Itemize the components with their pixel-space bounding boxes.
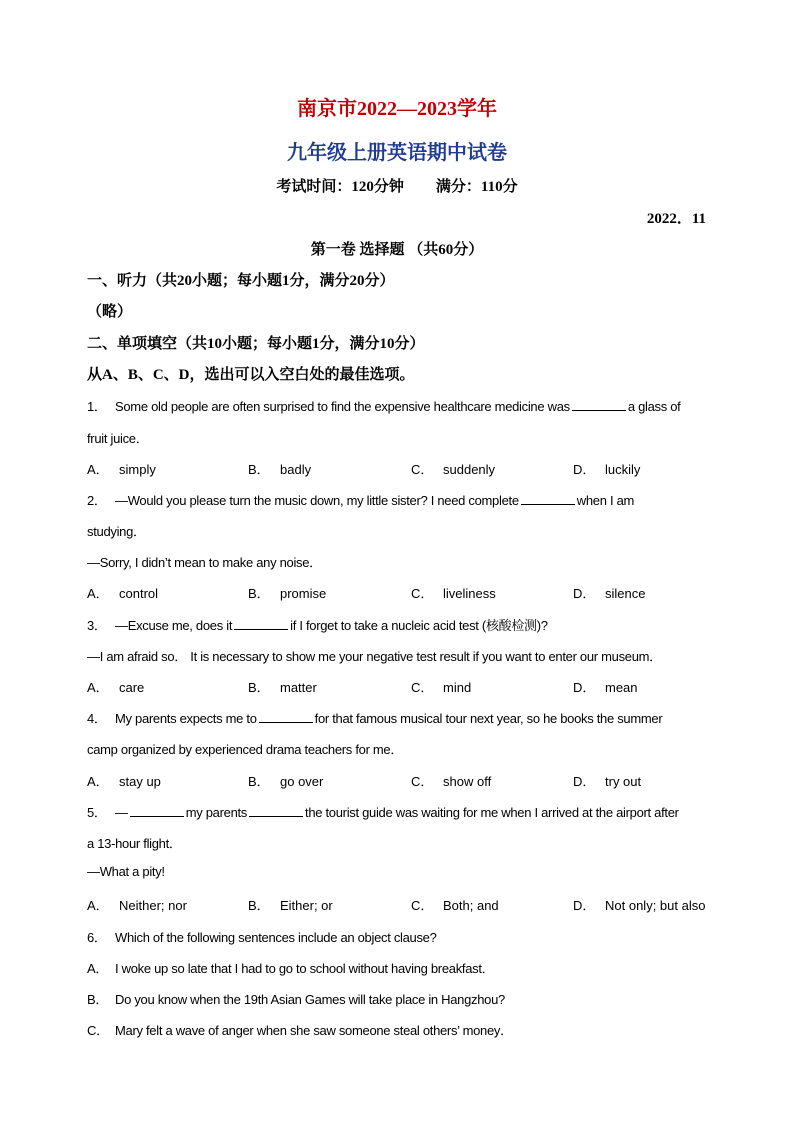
- answer-blank: [249, 805, 303, 817]
- single-choice-section-title: 二、单项填空（共10小题；每小题1分，满分10分）: [87, 336, 425, 352]
- question-5-reply: —What a pity!: [87, 864, 165, 879]
- option-a: A． stay up: [87, 774, 161, 789]
- option-c: C． mind: [411, 680, 472, 695]
- answer-blank: [572, 399, 626, 411]
- question-6-choice-a: A． I woke up so late that I had to go to school without having breakfast．: [87, 961, 495, 976]
- option-d: D． try out: [573, 774, 642, 789]
- question-number: 1．: [87, 399, 107, 414]
- option-a: A． control: [87, 586, 159, 601]
- exam-time: 考试时间：120分钟: [276, 179, 404, 195]
- volume-title: 第一卷 选择题 （共60分）: [310, 242, 484, 258]
- answer-blank: [259, 711, 313, 723]
- option-a: A． simply: [87, 462, 156, 477]
- question-1: 1． Some old people are often surprised to find the expensive healthcare medicine was a glass of: [87, 396, 706, 415]
- option-d: D． silence: [573, 586, 646, 601]
- answer-blank: [234, 618, 288, 630]
- exam-title-line2: 九年级上册英语期中试卷: [287, 142, 507, 164]
- option-c: C． liveliness: [411, 586, 496, 601]
- option-a: A． care: [87, 680, 145, 695]
- question-3: 3． —Excuse me, does it if I forget to take a nucleic acid test (核酸检测)?: [87, 615, 706, 634]
- question-1-options: [87, 459, 727, 477]
- question-4-continued: camp organized by experienced drama teachers for me．: [87, 742, 404, 757]
- question-6-choice-b: B． Do you know when the 19th Asian Games will take place in Hangzhou?: [87, 992, 505, 1007]
- question-3-reply: —I am afraid so． It is necessary to show me your negative test result if you want to enter our museum．: [87, 649, 662, 664]
- option-c: C． show off: [411, 774, 492, 789]
- question-3-options: [87, 677, 727, 695]
- answer-blank: [521, 493, 575, 505]
- question-5-continued: a 13-hour flight．: [87, 836, 182, 851]
- question-number: 4．: [87, 711, 107, 726]
- question-2-options: [87, 583, 727, 601]
- single-choice-instruction: 从A、B、C、D，选出可以入空白处的最佳选项。: [87, 367, 415, 383]
- question-1-continued: fruit juice．: [87, 431, 149, 446]
- question-number: 6．: [87, 930, 107, 945]
- question-number: 5．: [87, 805, 107, 820]
- option-c: C． Both; and: [411, 898, 499, 913]
- option-d: D． mean: [573, 680, 638, 695]
- question-2-reply: —Sorry, I didn’t mean to make any noise．: [87, 555, 322, 570]
- option-b: B． badly: [248, 462, 312, 477]
- question-6-choice-c: C． Mary felt a wave of anger when she saw someone steal others’ money．: [87, 1023, 513, 1038]
- question-5-options: [87, 895, 727, 913]
- option-b: B． go over: [248, 774, 324, 789]
- question-2-continued: studying．: [87, 524, 146, 539]
- option-b: B． matter: [248, 680, 317, 695]
- option-a: A． Neither; nor: [87, 898, 187, 913]
- question-6: 6． Which of the following sentences include an object clause?: [87, 927, 706, 946]
- exam-title-line1: 南京市2022—2023学年: [297, 98, 497, 120]
- question-4-options: [87, 771, 727, 789]
- option-b: B． Either; or: [248, 898, 333, 913]
- option-d: D． Not only; but also: [573, 898, 706, 913]
- exam-date: 2022．11: [646, 211, 706, 227]
- answer-blank: [130, 805, 184, 817]
- option-d: D． luckily: [573, 462, 641, 477]
- question-4: 4． My parents expects me to for that famous musical tour next year, so he books the summer: [87, 708, 706, 727]
- listening-note: （略）: [87, 304, 133, 320]
- option-c: C． suddenly: [411, 462, 496, 477]
- exam-info: [0, 175, 794, 196]
- question-5: 5． — my parents the tourist guide was waiting for me when I arrived at the airport after: [87, 802, 706, 821]
- option-b: B． promise: [248, 586, 327, 601]
- question-number: 3．: [87, 618, 107, 633]
- question-2: 2． —Would you please turn the music down, my little sister? I need complete when I am: [87, 490, 706, 509]
- full-score: 满分：110分: [435, 179, 518, 195]
- question-number: 2．: [87, 493, 107, 508]
- listening-section-title: 一、听力（共20小题；每小题1分，满分20分）: [87, 273, 395, 289]
